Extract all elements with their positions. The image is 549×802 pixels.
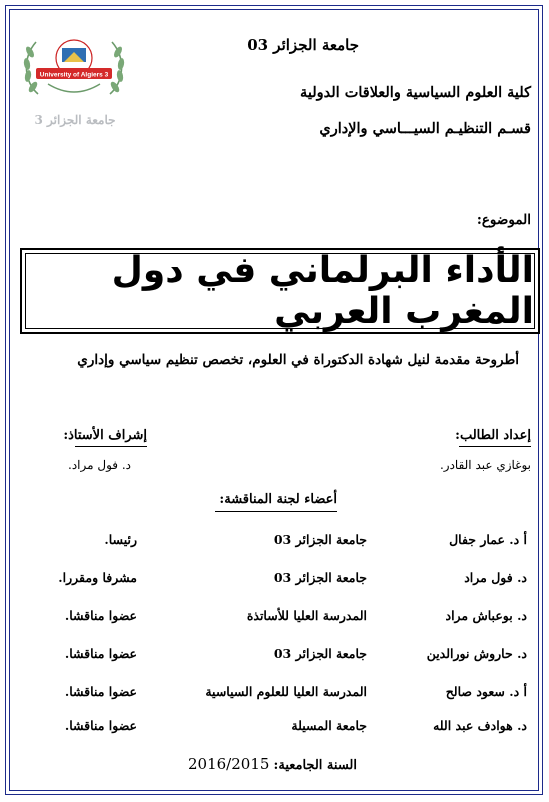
- member-name: د. فول مراد: [464, 570, 527, 585]
- member-name: د. بوعباش مراد: [445, 608, 527, 623]
- logo-caption: جامعة الجزائر 3: [34, 113, 116, 127]
- member-name: د. هوادف عبد الله: [433, 718, 527, 733]
- student-label: إعداد الطالب:: [455, 428, 531, 443]
- supervisor-label-underline: [75, 446, 147, 447]
- student-label-underline: [459, 446, 531, 447]
- thesis-title: الأداء البرلماني في دول المغرب العربي: [111, 250, 534, 332]
- committee-member-row: [0, 570, 549, 592]
- member-role: رئيسا.: [104, 532, 137, 547]
- university-logo: [18, 28, 130, 108]
- supervisor-label: إشراف الأستاذ:: [63, 428, 147, 443]
- member-institution: جامعة المسيلة: [291, 718, 367, 733]
- member-name: أ د. عمار جفال: [449, 532, 527, 547]
- title-box: [20, 248, 540, 334]
- student-name: بوغازي عبد القادر.: [439, 458, 531, 472]
- committee-member-row: [0, 608, 549, 630]
- committee-member-row: [0, 684, 549, 706]
- committee-label: أعضاء لجنة المناقشة:: [219, 492, 337, 507]
- member-role: عضوا مناقشا.: [64, 608, 137, 623]
- member-role: مشرفا ومقررا.: [58, 570, 137, 585]
- department-name: قسـم التنظيـم السيـــاسي والإداري: [319, 120, 531, 137]
- member-institution: جامعة الجزائر 03: [273, 532, 367, 547]
- logo-banner-text: University of Algiers 3: [39, 71, 109, 79]
- committee-label-underline: [215, 511, 337, 512]
- member-institution: جامعة الجزائر 03: [273, 570, 367, 585]
- member-role: عضوا مناقشا.: [64, 718, 137, 733]
- academic-year-value: 2016/2015: [188, 755, 270, 773]
- member-name: د. حاروش نورالدين: [426, 646, 527, 661]
- academic-year: [188, 755, 357, 773]
- title-box-inner: [25, 250, 535, 332]
- member-role: عضوا مناقشا.: [64, 646, 137, 661]
- committee-member-row: [0, 718, 549, 740]
- member-institution: المدرسة العليا للعلوم السياسية: [205, 684, 367, 699]
- member-role: عضوا مناقشا.: [64, 684, 137, 699]
- university-name: جامعة الجزائر 03: [247, 36, 359, 54]
- member-institution: جامعة الجزائر 03: [273, 646, 367, 661]
- thesis-description: أطروحة مقدمة لنيل شهادة الدكتوراة في العلوم، تخصص تنظيم سياسي وإداري: [77, 352, 519, 368]
- committee-member-row: [0, 646, 549, 668]
- committee-member-row: [0, 532, 549, 554]
- academic-year-label: السنة الجامعية:: [273, 758, 357, 773]
- supervisor-name: د. فول مراد.: [68, 458, 131, 472]
- member-name: أ د. سعود صالح: [445, 684, 527, 699]
- faculty-name: كلية العلوم السياسية والعلاقات الدولية: [300, 84, 531, 101]
- member-institution: المدرسة العليا للأساتذة: [246, 608, 367, 623]
- subject-label: الموضوع:: [476, 212, 531, 228]
